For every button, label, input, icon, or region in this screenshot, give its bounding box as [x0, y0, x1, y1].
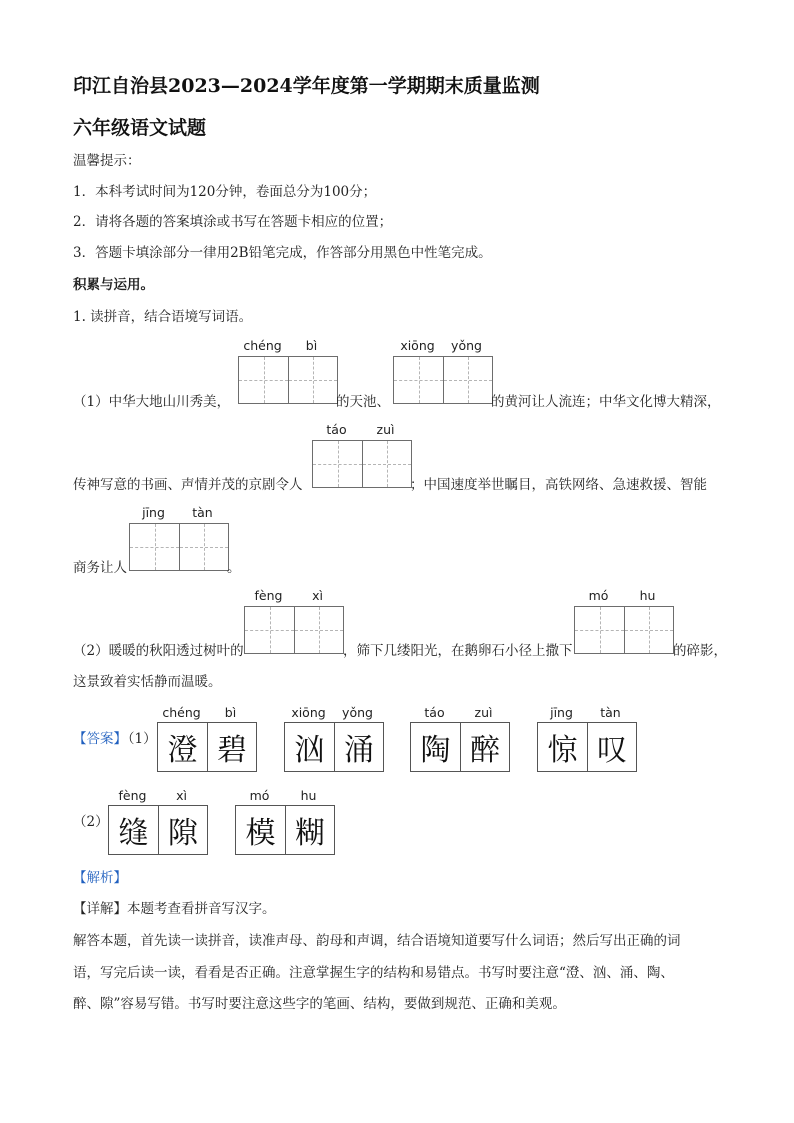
ans-pinyin-w4-2: tàn — [600, 705, 621, 720]
pinyin-w6-1: mó — [588, 588, 609, 603]
answer-label: 【答案】 — [73, 731, 127, 747]
section-heading: 积累与运用。 — [73, 277, 154, 293]
pinyin-w6-2: hu — [639, 588, 656, 603]
answer-box-w5 — [108, 805, 208, 855]
pinyin-w2-2: yǒng — [451, 338, 482, 353]
tips-heading: 温馨提示： — [73, 153, 141, 169]
ans-pinyin-w5-1: fèng — [118, 788, 147, 803]
answer-grid-w6[interactable] — [574, 606, 674, 654]
answer-box-w4 — [537, 722, 637, 772]
tip-item-3: 3．答题卡填涂部分一律用2B铅笔完成，作答部分用黑色中性笔完成。 — [73, 245, 492, 261]
ans-pinyin-w3-2: zuì — [474, 705, 493, 720]
pinyin-w3-2: zuì — [376, 422, 395, 437]
answer-grid-w1[interactable] — [238, 356, 338, 404]
pinyin-w5-1: fèng — [254, 588, 283, 603]
tip-item-1: 1．本科考试时间为120分钟，卷面总分为100分； — [73, 184, 377, 200]
ans-pinyin-w2-2: yǒng — [342, 705, 373, 720]
analysis-body-1: 解答本题，首先读一读拼音，读准声母、韵母和声调，结合语境知道要写什么词语；然后写出正确的词 — [73, 933, 681, 949]
ans-pinyin-w6-2: hu — [300, 788, 317, 803]
answer-part2-label: （2） — [73, 814, 109, 830]
q1-text-c: 的黄河让人流连；中华文化博大精深， — [491, 394, 721, 410]
pinyin-w1-2: bì — [305, 338, 318, 353]
answer-char: 涌 — [334, 723, 383, 771]
pinyin-w3-1: táo — [326, 422, 347, 437]
answer-char: 醉 — [460, 723, 509, 771]
analysis-body-2: 语，写完后读一读，看看是否正确。注意掌握生字的结构和易错点。书写时要注意“澄、汹、涌、陶、 — [73, 965, 674, 981]
answer-part1-label: （1） — [121, 731, 157, 747]
page-title: 印江自治县2023—2024学年度第一学期期末质量监测 — [73, 75, 540, 97]
page-subtitle: 六年级语文试题 — [73, 117, 207, 139]
answer-box-w3 — [410, 722, 510, 772]
answer-box-w2 — [284, 722, 384, 772]
answer-grid-w5[interactable] — [244, 606, 344, 654]
pinyin-w4-1: jīng — [142, 505, 165, 520]
answer-grid-w2[interactable] — [393, 356, 493, 404]
q4-text-a: （2）暖暖的秋阳透过树叶的 — [73, 643, 244, 659]
answer-char: 碧 — [207, 723, 256, 771]
answer-char: 惊 — [547, 733, 578, 768]
pinyin-w4-2: tàn — [192, 505, 213, 520]
answer-box-w6 — [235, 805, 335, 855]
q2-text-a: 传神写意的书画、声情并茂的京剧令人 — [73, 477, 303, 493]
ans-pinyin-w1-1: chéng — [162, 705, 201, 720]
analysis-body-3: 醉、隙”容易写错。书写时要注意这些字的笔画、结构，要做到规范、正确和美观。 — [73, 996, 566, 1012]
q4-text-c: 的碎影， — [673, 643, 727, 659]
q4-text-b: ，筛下几缕阳光，在鹅卵石小径上撒下 — [343, 643, 573, 659]
q5-text: 这景致着实恬静而温暖。 — [73, 674, 222, 690]
tip-item-2: 2．请将各题的答案填涂或书写在答题卡相应的位置； — [73, 214, 393, 230]
ans-pinyin-w6-1: mó — [249, 788, 270, 803]
q3-text-b: 。 — [227, 560, 241, 576]
answer-grid-w3[interactable] — [312, 440, 412, 488]
answer-box-w1 — [157, 722, 257, 772]
q3-text-a: 商务让人 — [73, 560, 127, 576]
analysis-label: 【解析】 — [73, 870, 127, 886]
ans-pinyin-w5-2: xì — [176, 788, 187, 803]
answer-char: 陶 — [420, 733, 451, 768]
ans-pinyin-w1-2: bì — [224, 705, 237, 720]
answer-char: 澄 — [167, 733, 198, 768]
ans-pinyin-w4-1: jīng — [550, 705, 573, 720]
answer-char: 糊 — [285, 806, 334, 854]
ans-pinyin-w3-1: táo — [424, 705, 445, 720]
q1-text-a: （1）中华大地山川秀美， — [73, 394, 231, 410]
answer-char: 缝 — [118, 816, 149, 851]
ans-pinyin-w2-1: xiōng — [291, 705, 326, 720]
answer-char: 隙 — [158, 806, 207, 854]
pinyin-w1-1: chéng — [243, 338, 282, 353]
pinyin-w5-2: xì — [312, 588, 323, 603]
answer-char: 汹 — [294, 733, 325, 768]
q2-text-b: ；中国速度举世瞩目，高铁网络、急速救援、智能 — [410, 477, 707, 493]
answer-char: 模 — [245, 816, 276, 851]
answer-char: 叹 — [587, 723, 636, 771]
answer-grid-w4[interactable] — [129, 523, 229, 571]
q1-text-b: 的天池、 — [336, 394, 390, 410]
analysis-detail: 【详解】本题考查看拼音写汉字。 — [73, 901, 276, 917]
question-stem: 1. 读拼音，结合语境写词语。 — [73, 309, 253, 325]
pinyin-w2-1: xiōng — [400, 338, 435, 353]
